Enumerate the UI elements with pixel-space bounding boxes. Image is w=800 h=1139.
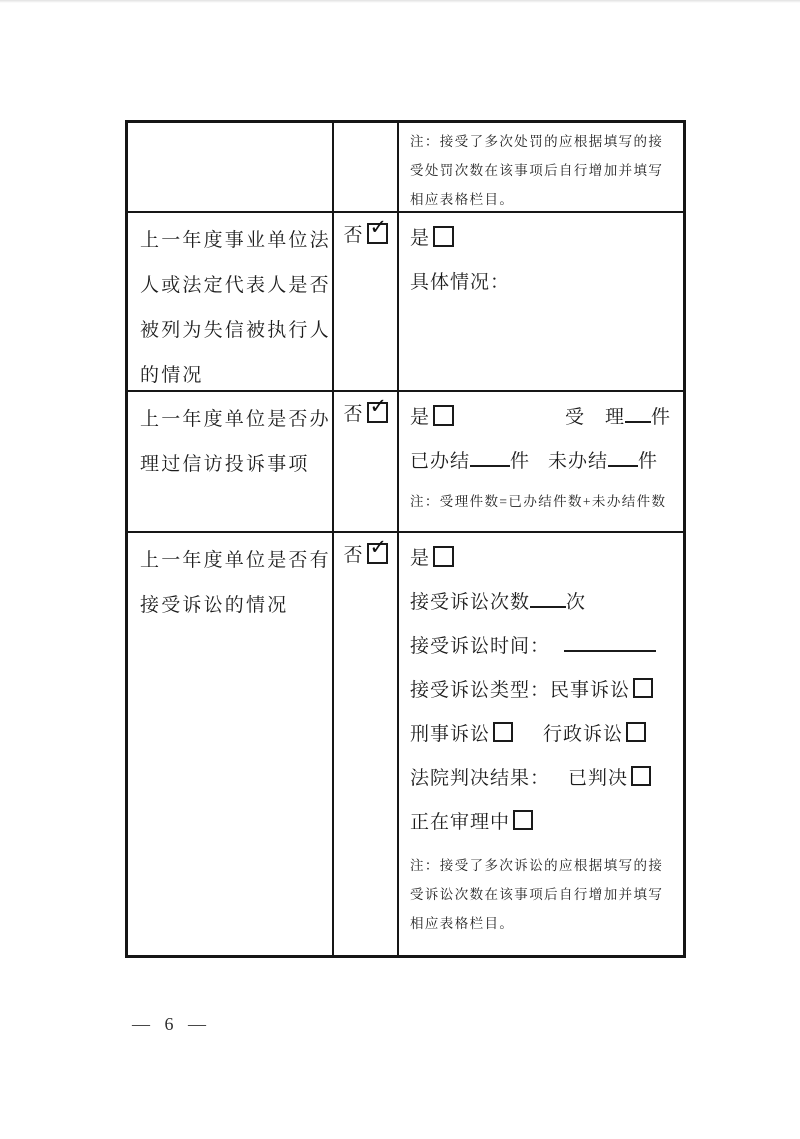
- litigation-type-line: [410, 669, 675, 713]
- question-line: 接受诉讼的情况: [140, 595, 289, 616]
- yes-accepted-line: [410, 396, 675, 440]
- count-label: 接受诉讼次数: [410, 592, 531, 613]
- verdict-line: [410, 757, 675, 801]
- criminal-checkbox-icon: [493, 722, 513, 742]
- litigation-note-block: [410, 851, 675, 938]
- pending-checkbox-icon: [513, 810, 533, 830]
- yes-option: [410, 396, 454, 440]
- yes-checkbox-icon: [433, 546, 454, 567]
- time-blank: [564, 647, 656, 652]
- civil-label: 民事诉讼: [550, 680, 631, 701]
- verdict-label: 法院判决结果：: [410, 768, 551, 789]
- yes-checkbox-icon: [433, 226, 454, 247]
- question-line: 被列为失信被执行人: [140, 320, 331, 341]
- yes-label: 是: [410, 548, 431, 569]
- accepted-count-blank: [625, 418, 651, 423]
- accepted-label: 受 理: [564, 407, 625, 428]
- no-checkbox-checked-icon: [367, 535, 388, 564]
- no-label: 否: [343, 404, 364, 425]
- penalty-question-cell-empty: [128, 123, 334, 213]
- yes-checkbox-icon: [433, 405, 454, 426]
- litigation-note-line: 受诉讼次数在该事项后自行增加并填写: [410, 887, 664, 902]
- decided-label: 已判决: [568, 768, 629, 789]
- litigation-type-line2: [410, 713, 675, 757]
- pending-line: [410, 801, 675, 845]
- check-mark-icon: ✓: [369, 394, 388, 418]
- unit-label: 件: [510, 451, 531, 472]
- dishonest-detail-cell: [399, 213, 683, 392]
- unit-label: 件: [650, 407, 671, 428]
- check-mark-icon: ✓: [369, 535, 388, 559]
- no-label: 否: [343, 545, 364, 566]
- closed-open-line: [410, 440, 675, 484]
- dishonest-question-cell: [128, 213, 334, 392]
- civil-checkbox-icon: [633, 678, 653, 698]
- detail-label-line: 具体情况：: [410, 272, 511, 293]
- petition-no-cell: [334, 392, 399, 533]
- litigation-note-line: 注：接受了多次诉讼的应根据填写的接: [410, 858, 664, 873]
- litigation-note-line: 相应表格栏目。: [410, 916, 515, 931]
- no-checkbox-checked-icon: [367, 394, 388, 423]
- question-line: 理过信访投诉事项: [140, 454, 310, 475]
- litigation-count-line: [410, 581, 675, 625]
- closed-count-blank: [470, 462, 510, 467]
- no-label: 否: [343, 225, 364, 246]
- scan-edge-artifact: [0, 0, 800, 3]
- petition-detail-cell: [399, 392, 683, 533]
- count-unit: 次: [566, 592, 587, 613]
- annual-report-form-table: [125, 120, 686, 958]
- yes-option-line: [410, 537, 675, 581]
- time-label: 接受诉讼时间：: [410, 636, 551, 657]
- litigation-question-cell: [128, 533, 334, 955]
- yes-label: 是: [410, 407, 431, 428]
- litigation-time-line: [410, 625, 675, 669]
- criminal-label: 刑事诉讼: [410, 724, 491, 745]
- yes-label: 是: [410, 228, 431, 249]
- open-label: 未办结: [548, 451, 609, 472]
- unit-label: 件: [638, 451, 659, 472]
- penalty-note-line: 注：接受了多次处罚的应根据填写的接: [410, 134, 664, 149]
- penalty-no-cell-empty: [334, 123, 399, 213]
- petition-note: 注：受理件数=已办结件数+未办结件数: [410, 494, 667, 509]
- penalty-note-cell: [399, 123, 683, 213]
- pending-label: 正在审理中: [410, 812, 511, 833]
- admin-label: 行政诉讼: [543, 724, 624, 745]
- question-line: 上一年度单位是否办: [140, 409, 331, 430]
- litigation-detail-cell: [399, 533, 683, 955]
- dishonest-no-cell: [334, 213, 399, 392]
- decided-checkbox-icon: [631, 766, 651, 786]
- petition-question-cell: [128, 392, 334, 533]
- yes-option-line: [410, 217, 675, 261]
- count-blank: [530, 603, 566, 608]
- penalty-note-line: 受处罚次数在该事项后自行增加并填写: [410, 163, 664, 178]
- type-label: 接受诉讼类型：: [410, 680, 551, 701]
- question-line: 上一年度单位是否有: [140, 550, 331, 571]
- page-number: — 6 —: [132, 1014, 211, 1034]
- penalty-note-line: 相应表格栏目。: [410, 192, 515, 207]
- question-line: 上一年度事业单位法: [140, 230, 331, 251]
- check-mark-icon: ✓: [369, 215, 388, 239]
- admin-checkbox-icon: [626, 722, 646, 742]
- question-line: 的情况: [140, 365, 204, 386]
- question-line: 人或法定代表人是否: [140, 275, 331, 296]
- closed-label: 已办结: [410, 451, 471, 472]
- no-checkbox-checked-icon: [367, 215, 388, 244]
- accepted-count-field: [565, 396, 671, 440]
- litigation-no-cell: [334, 533, 399, 955]
- open-count-blank: [608, 462, 638, 467]
